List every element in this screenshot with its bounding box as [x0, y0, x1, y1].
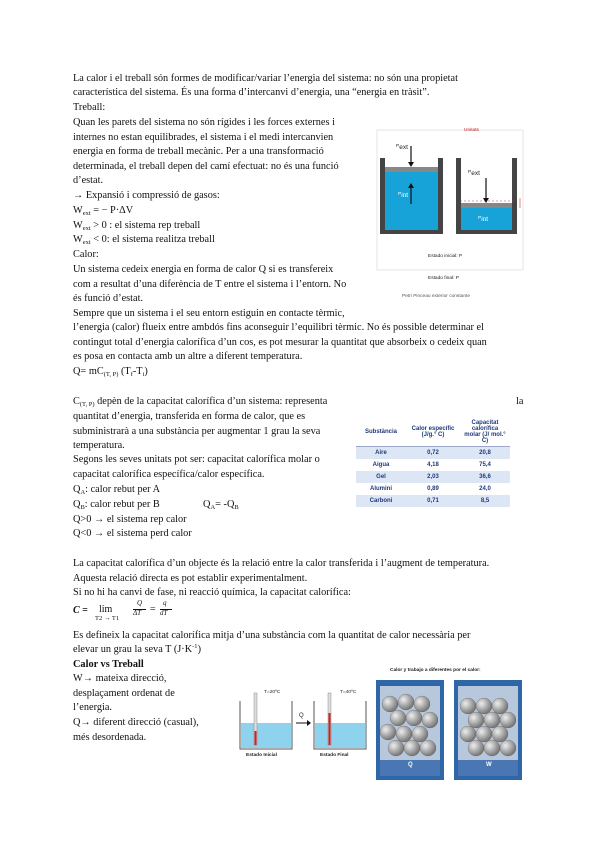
capacitat-line: Segons les seves unitats pot ser: capacitat calorífica molar o [73, 454, 320, 465]
heat-formula [73, 365, 148, 380]
beaker-figure [236, 683, 368, 765]
calor-line: l’energia (calor) flueix entre ambdós fins aconseguir l’equilibri tèrmic. No és possible determinar el [73, 322, 484, 333]
calor-paragraph [73, 263, 365, 292]
table-cell: 0,72 [406, 447, 460, 460]
calorvs-w-paragraph [73, 672, 223, 701]
treball-line: internes no estan equilibrades, el sistema i el medi intercanvien [73, 131, 334, 143]
table-cell: 0,71 [406, 495, 460, 507]
capacitat-line-1-right: la [516, 396, 524, 407]
table-header-substance: Substància [356, 418, 406, 447]
capobj-line: Aquesta relació directa es pot establir experimentalment. [73, 573, 308, 584]
beaker-t2: T=40ºC [340, 690, 357, 695]
capobj-line-5 [73, 643, 201, 658]
w-symbol: W [73, 205, 83, 216]
intro-paragraph [73, 72, 526, 87]
heat-formula-rest: (T [118, 366, 131, 377]
table-row [356, 459, 510, 471]
qb-symbol: Q [73, 499, 81, 510]
calorvs-heading: Calor vs Treball [73, 659, 144, 670]
table-cell: 20,8 [460, 447, 510, 460]
w-pos-text: > 0 : el sistema rep treball [93, 220, 201, 231]
qb-line [73, 498, 160, 513]
qa-text: : calor rebut per A [85, 484, 161, 495]
qa-line [73, 483, 160, 498]
table-header-specific-heat: Calor específic (J/g.° C) [406, 418, 460, 447]
heat-formula-sub-f: f [130, 371, 133, 378]
eq-lim: lim [99, 604, 113, 615]
treball-line: energia en forma de treball mecànic. Per a una transformació [73, 146, 324, 158]
qb-text: : calor rebut per B [84, 499, 160, 510]
capobj-line: La capacitat calorífica d’un objecte és la relació entre la calor transferida i l’augment de temperatura. [73, 558, 490, 569]
table-cell: 24,0 [479, 486, 491, 492]
w-sub: ext [82, 225, 91, 232]
w-neg-text: < 0: el sistema realitza treball [93, 234, 215, 245]
atoms-w: W [486, 762, 492, 768]
pint: P [398, 192, 402, 197]
q-negative: Q<0 → el sistema perd calor [73, 528, 192, 539]
table-cell: 8,5 [460, 495, 510, 507]
table [356, 418, 510, 507]
qa-eq-qb [203, 498, 239, 513]
c-sub: (T, P) [79, 401, 95, 408]
eq-c: C = [73, 605, 88, 616]
table-cell: Aire [356, 447, 406, 460]
pext-sub: ext [399, 144, 408, 151]
table-cell: 4,18 [427, 462, 439, 468]
work-positive [73, 219, 200, 234]
capacitat-line-1 [73, 395, 327, 410]
treball-line: determinada, el treball depen del camí efectuat: no és una funció [73, 160, 339, 172]
specific-heat-table [356, 418, 510, 507]
table-cell: 0,89 [427, 486, 439, 492]
eq-equals: = [150, 604, 156, 615]
atoms-figure [372, 668, 526, 782]
work-negative [73, 233, 215, 248]
qb-sub: B [80, 504, 85, 511]
table-cell: Aigua [372, 462, 390, 468]
eq-dq: q [163, 599, 167, 607]
table-cell: Gel [356, 471, 406, 483]
atoms-title: Calor y trabajo a diferentes por el calor: [390, 668, 481, 673]
fig-estado-final: Estado final: P [428, 276, 459, 281]
table-row [356, 471, 510, 483]
w-formula-text: = − P·ΔV [93, 205, 134, 216]
calor-line: és funció d’estat. [73, 293, 144, 304]
capacity-equation [73, 600, 203, 626]
capobj-l5a: elevar un grau la seva T (J·K [73, 644, 193, 655]
qa-sub: A [80, 489, 86, 496]
treball-paragraph [73, 116, 365, 174]
fig-pint-label-2 [478, 216, 488, 221]
fig-estado-inicial: Estado inicial: P [428, 254, 463, 259]
pext-sub: ext [471, 170, 480, 177]
capobj-sup: -1 [192, 643, 198, 650]
heat-formula-q: Q= mC [73, 366, 104, 377]
calor-line: com a resultat d’una diferència de T entre el sistema i l’entorn. No [73, 278, 347, 290]
capobj-line: Es defineix la capacitat calorífica mitja d’una substància com la quantitat de calor necessària per [73, 630, 471, 641]
table-header-molar: Capacitat calorífica molar (J/ mol.° C) [460, 418, 510, 447]
capobj-line: Si no hi ha canvi de fase, ni reacció química, la capacitat calorífica: [73, 587, 351, 598]
w-symbol: W [73, 220, 83, 231]
beaker-label-1: Estado Inicial [246, 753, 277, 758]
pext: P [468, 170, 472, 175]
capacitat-line: capacitat calorífica específica/calor específica. [73, 469, 265, 480]
capobj-l5b: ) [197, 644, 201, 655]
calorvs-line: desplaçament ordenat de [73, 687, 175, 699]
w-sub: ext [82, 239, 91, 246]
capobj-paragraph [73, 557, 526, 572]
heat-formula-close: ) [144, 366, 148, 377]
qa2-eq: = -Q [215, 499, 235, 510]
pint-sub: int [401, 192, 409, 199]
atoms-diagram [372, 676, 526, 784]
qa2-symbol: Q [203, 499, 211, 510]
capacitat-line: temperatura. [73, 440, 125, 451]
eq-q: Q [137, 599, 143, 607]
capacitat-paragraph [73, 410, 345, 439]
heat-formula-sub: (T, P) [103, 371, 119, 378]
w-symbol: W [73, 234, 83, 245]
table-cell: Alumini [370, 486, 392, 492]
table-row [356, 447, 510, 460]
capacitat-text: depèn de la capacitat calorífica d’un sistema: representa [94, 396, 328, 407]
q-positive: Q>0 → el sistema rep calor [73, 514, 187, 525]
calorvs-line: W→ mateixa direcció, [73, 673, 167, 684]
table-cell: 75,4 [479, 462, 491, 468]
eq-dt: ΔT [133, 609, 142, 617]
qa2-sub-b: B [234, 504, 239, 511]
calor-line: Un sistema cedeix energia en forma de calor Q si es transfereix [73, 264, 334, 275]
eq-dT: dT [160, 609, 168, 617]
treball-line: Quan les parets del sistema no són rígides i les forces externes i [73, 117, 335, 128]
c-symbol: C [73, 396, 80, 407]
calor-line: es posa en contacta amb un altre a diferent temperatura. [73, 351, 303, 362]
eq-lim-sub: T2 → T1 [95, 615, 120, 622]
calor-line: Sempre que un sistema i el seu entorn estiguin en contacte tèrmic, [73, 308, 345, 319]
qa-symbol: Q [73, 484, 81, 495]
treball-heading: Treball: [73, 102, 106, 113]
treball-line: d’estat. [73, 175, 104, 186]
expansio-heading: → Expansió i compressió de gasos: [73, 190, 220, 201]
heat-formula-sub-i: i [142, 371, 145, 378]
beaker-t1: T=20ºC [264, 690, 281, 695]
piston-figure [376, 126, 526, 302]
pint-sub: int [481, 216, 489, 223]
table-cell: Carboni [356, 495, 406, 507]
qa2-sub: A [210, 504, 216, 511]
fig-pext-label-2 [468, 170, 480, 175]
table-row [356, 483, 510, 495]
capacitat-line: quantitat d’energia, transferida en forma de calor, que es [73, 411, 306, 422]
fig-pext-label [396, 144, 408, 149]
pext: P [396, 144, 400, 149]
intro-line: característica del sistema. És una forma d’intercanvi d’energia, una “energia en tràsit”. [73, 87, 430, 98]
fig-pint-label [398, 192, 408, 197]
fig-caption: Petri Pinceau exterior constante [402, 294, 470, 299]
work-formula [73, 204, 133, 219]
calorvs-line: Q→ diferent direcció (casual), [73, 717, 199, 728]
fig-title: Unitats [464, 128, 479, 133]
capacitat-line: subministrarà a una substància per augmentar 1 grau la seva [73, 425, 321, 437]
calor-paragraph-2 [73, 321, 526, 350]
calorvs-line: l’energia. [73, 702, 112, 713]
heat-formula-dash: -T [132, 366, 143, 377]
atoms-q: Q [408, 762, 413, 768]
capacitat-paragraph-2 [73, 453, 345, 468]
intro-line: La calor i el treball són formes de modificar/variar l’energia del sistema: no són una propietat [73, 73, 458, 84]
table-cell: 2,03 [406, 471, 460, 483]
beaker-q: Q [299, 713, 304, 719]
w-sub: ext [82, 210, 91, 217]
capobj-paragraph-2 [73, 629, 526, 644]
calor-heading: Calor: [73, 249, 99, 260]
calor-line: contingut total d’energia calorífica d’un cos, es pot mesurar la quantitat que absorbeix o cedeix quan [73, 336, 487, 348]
table-cell: 36,6 [460, 471, 510, 483]
table-row [356, 495, 510, 507]
calorvs-line: més desordenada. [73, 732, 147, 743]
beaker-label-2: Estado Final [320, 753, 349, 758]
pint: P [478, 216, 482, 221]
